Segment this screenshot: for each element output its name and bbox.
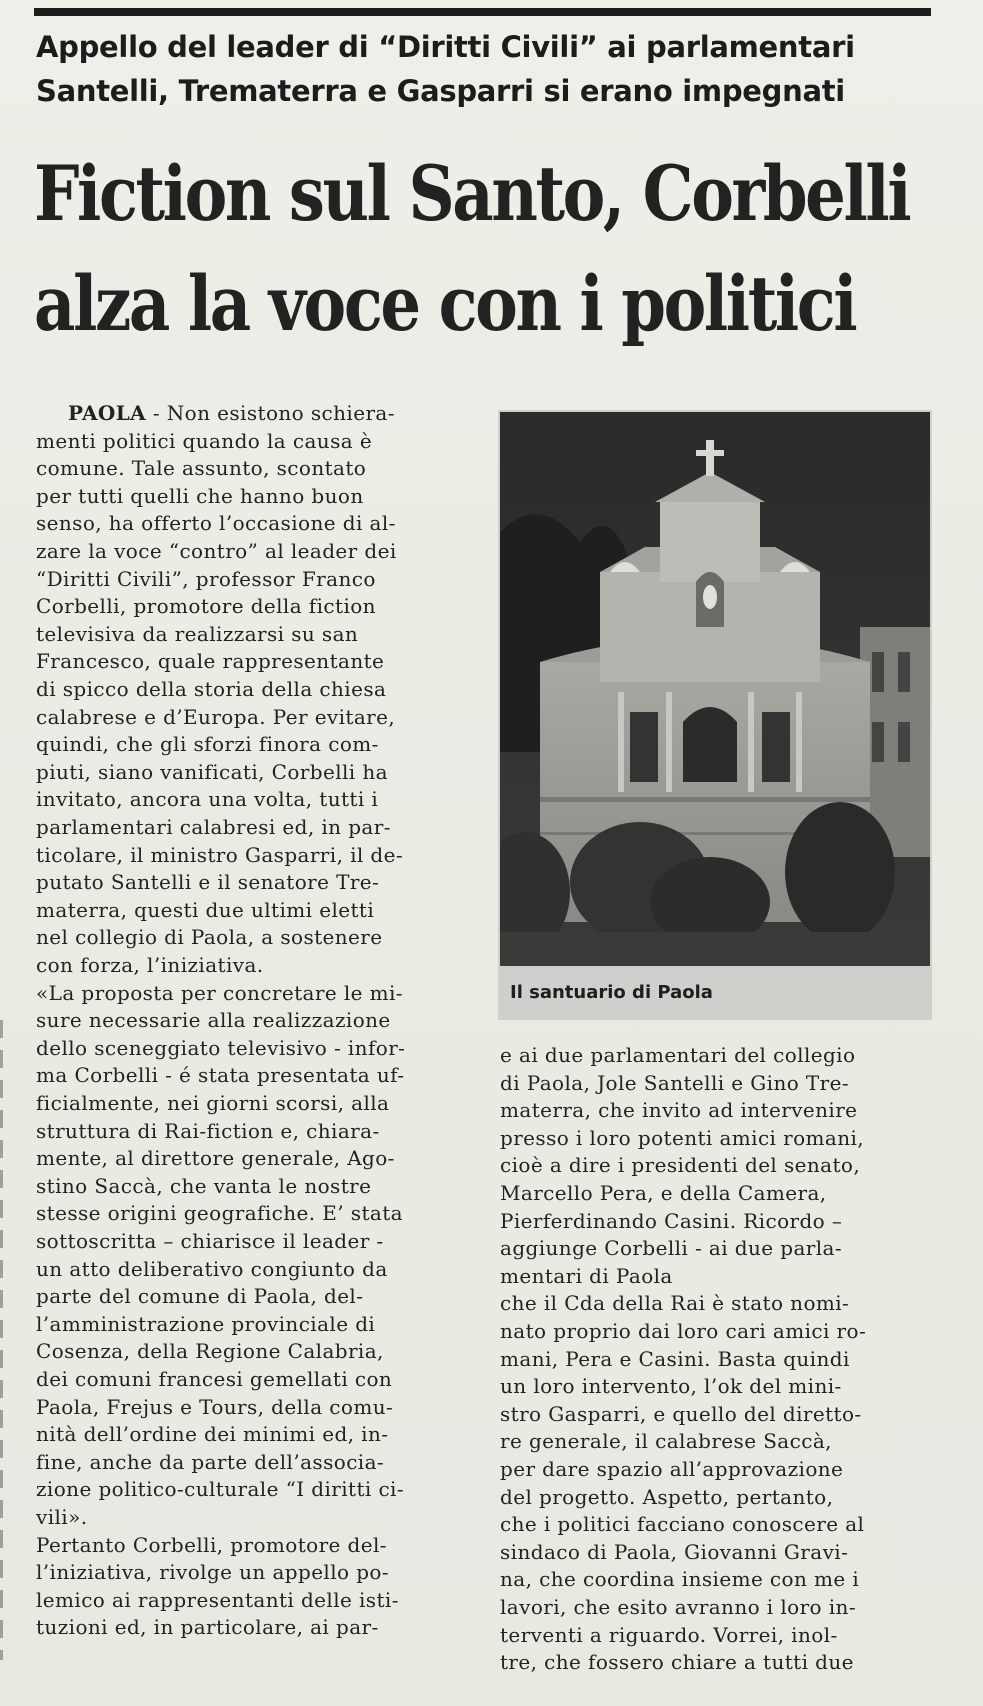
article-line: na, che coordina insieme con me i (500, 1567, 860, 1592)
article-line: re generale, il calabrese Saccà, (500, 1429, 832, 1454)
article-line: Francesco, quale rappresentante (36, 649, 385, 674)
article-line: nel collegio di Paola, a sostenere (36, 925, 383, 950)
article-line: Corbelli, promotore della fiction (36, 594, 376, 619)
santuario-photo (500, 412, 930, 966)
article-line: per tutti quelli che hanno buon (36, 483, 364, 508)
article-line: con forza, l’iniziativa. (36, 953, 264, 977)
article-line: presso i loro potenti amici romani, (500, 1125, 865, 1150)
article-line: parte del comune di Paola, del- (36, 1284, 364, 1309)
article-line: ficialmente, nei giorni scorsi, alla (36, 1091, 390, 1115)
article-line: lavori, che esito avranno i loro in- (500, 1595, 856, 1619)
headline-line: Fiction sul Santo, Corbelli (34, 150, 910, 239)
article-line: tre, che fossero chiare a tutti due (500, 1650, 854, 1675)
article-line: Paola, Frejus e Tours, della comu- (36, 1394, 394, 1419)
article-line: di spicco della storia della chiesa (36, 677, 387, 701)
article-line: zione politico-culturale “I diritti ci- (36, 1477, 405, 1502)
article-line: putato Santelli e il senatore Tre- (36, 870, 380, 895)
article-line: lemico ai rappresentanti delle isti- (36, 1587, 399, 1612)
article-line: nato proprio dai loro cari amici ro- (500, 1319, 867, 1343)
article-line: dei comuni francesi gemellati con (36, 1367, 393, 1391)
article-line: cioè a dire i presidenti del senato, (500, 1153, 861, 1178)
article-line: sindaco di Paola, Giovanni Gravi- (500, 1539, 849, 1564)
article-line: ma Corbelli - é stata presentata uf- (36, 1063, 405, 1088)
article-line: stesse origini geografiche. E’ stata (36, 1201, 403, 1226)
article-line: calabrese e d’Europa. Per evitare, (36, 704, 396, 729)
article-line: ticolare, il ministro Gasparri, il de- (36, 842, 404, 867)
dateline: PAOLA (68, 401, 147, 425)
article-line: che i politici facciano conoscere al (500, 1512, 865, 1537)
article-line: l’amministrazione provinciale di (36, 1311, 376, 1336)
article-line: mente, al direttore generale, Ago- (36, 1146, 395, 1171)
article-line: stro Gasparri, e quello del diretto- (500, 1401, 862, 1426)
article-line: materra, questi due ultimi eletti (36, 897, 375, 922)
article-line: l’iniziativa, rivolge un appello po- (36, 1560, 390, 1585)
article-line: un loro intervento, l’ok del mini- (500, 1374, 842, 1399)
article-line: un atto deliberativo congiunto da (36, 1256, 388, 1281)
article-line: terventi a riguardo. Vorrei, inol- (500, 1622, 838, 1647)
article-line: piuti, siano vanificati, Corbelli ha (36, 759, 388, 784)
article-line: televisiva da realizzarsi su san (36, 621, 359, 646)
article-line: nità dell’ordine dei minimi ed, in- (36, 1422, 389, 1447)
article-line: sottoscritta – chiarisce il leader - (36, 1229, 384, 1253)
article-line: materra, che invito ad intervenire (500, 1098, 858, 1123)
article-line: di Paola, Jole Santelli e Gino Tre- (500, 1070, 850, 1095)
article-line: menti politici quando la causa è (36, 428, 373, 453)
article-line: comune. Tale assunto, scontato (36, 456, 367, 481)
article-line: Cosenza, della Regione Calabria, (36, 1339, 384, 1364)
article-line: mentari di Paola (500, 1263, 673, 1288)
kicker-line: Appello del leader di “Diritti Civili” ai parlamentari (36, 30, 855, 64)
article-line: zare la voce “contro” al leader dei (36, 539, 397, 563)
headline-line: alza la voce con i politici (34, 260, 856, 349)
article-line: senso, ha offerto l’occasione di al- (36, 511, 396, 536)
article-line: “Diritti Civili”, professor Franco (36, 566, 376, 591)
article-line: stino Saccà, che vanta le nostre (36, 1173, 372, 1198)
article-line: e ai due parlamentari del collegio (500, 1043, 856, 1067)
article-line: del progetto. Aspetto, pertanto, (500, 1484, 834, 1509)
article-line: parlamentari calabresi ed, in par- (36, 815, 391, 839)
article-line: invitato, ancora una volta, tutti i (36, 787, 379, 812)
article-line: «La proposta per concretare le mi- (36, 980, 403, 1005)
article-line: sure necessarie alla realizzazione (36, 1008, 391, 1033)
kicker-line: Santelli, Trematerra e Gasparri si erano impegnati (36, 74, 845, 108)
article-line: struttura di Rai-fiction e, chiara- (36, 1118, 380, 1143)
article-line: Pierferdinando Casini. Ricordo – (500, 1208, 843, 1233)
article-line (68, 400, 468, 427)
adjacent-column-edge (0, 1020, 3, 1660)
article-line: mani, Pera e Casini. Basta quindi (500, 1346, 850, 1371)
article-line: Marcello Pera, e della Camera, (500, 1181, 827, 1205)
top-rule (34, 8, 931, 16)
article-line: per dare spazio all’approvazione (500, 1457, 844, 1481)
article-text: - Non esistono schiera- (146, 401, 395, 425)
article-line: Pertanto Corbelli, promotore del- (36, 1532, 387, 1557)
article-line: vili». (36, 1505, 88, 1529)
article-line: dello sceneggiato televisivo - infor- (36, 1035, 406, 1060)
article-line: fine, anche da parte dell’associa- (36, 1449, 385, 1474)
article-line: aggiunge Corbelli - ai due parla- (500, 1236, 843, 1261)
article-line: che il Cda della Rai è stato nomi- (500, 1291, 850, 1316)
photo-caption: Il santuario di Paola (510, 982, 713, 1003)
photo-frame (498, 410, 932, 1020)
article-line: tuzioni ed, in particolare, ai par- (36, 1615, 379, 1640)
article-line: quindi, che gli sforzi finora com- (36, 732, 379, 757)
